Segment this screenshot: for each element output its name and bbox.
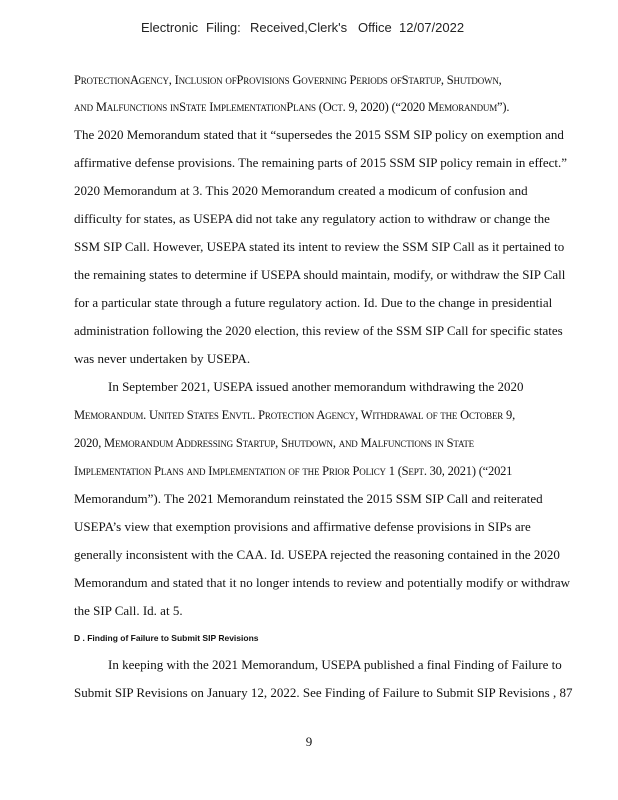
text-line: and Malfunctions inState ImplementationPlans (Oct. 9, 2020) (“2020 Memorandum”). xyxy=(74,100,510,114)
header-office: Office xyxy=(358,20,392,35)
page-number: 9 xyxy=(305,734,313,749)
text-line: Submit SIP Revisions on January 12, 2022. See Finding of Failure to Submit SIP Revisions , 87 xyxy=(74,685,573,700)
text-line: generally inconsistent with the CAA. Id. USEPA rejected the reasoning contained in the 2020 xyxy=(74,547,560,562)
text-line: Implementation Plans and Implementation of the Prior Policy 1 (Sept. 30, 2021) (“2021 xyxy=(74,464,513,478)
section-heading: D . Finding of Failure to Submit SIP Revisions xyxy=(74,633,259,643)
text-line: difficulty for states, as USEPA did not take any regulatory action to withdraw or change the xyxy=(74,211,550,226)
text-line: 2020 Memorandum at 3. This 2020 Memorandum created a modicum of confusion and xyxy=(74,183,528,198)
text-line: the SIP Call. Id. at 5. xyxy=(74,603,183,618)
header-electronic: Electronic xyxy=(141,20,199,35)
text-line: for a particular state through a future regulatory action. Id. Due to the change in presidential xyxy=(74,295,553,310)
text-line: In keeping with the 2021 Memorandum, USEPA published a final Finding of Failure to xyxy=(108,657,562,672)
text-line: affirmative defense provisions. The remaining parts of 2015 SSM SIP policy remain in effect.” xyxy=(74,155,568,170)
header-date: 12/07/2022 xyxy=(399,20,465,35)
text-line: 2020, Memorandum Addressing Startup, Shutdown, and Malfunctions in State xyxy=(74,436,474,450)
text-line: was never undertaken by USEPA. xyxy=(74,351,251,366)
header-filing: Filing: xyxy=(206,20,241,35)
text-line: The 2020 Memorandum stated that it “supersedes the 2015 SSM SIP policy on exemption and xyxy=(74,127,564,142)
text-line: Memorandum. United States Envtl. Protection Agency, Withdrawal of the October 9, xyxy=(74,408,515,422)
text-line: SSM SIP Call. However, USEPA stated its intent to review the SSM SIP Call as it pertained to xyxy=(74,239,565,254)
text-line: ProtectionAgency, Inclusion ofProvisions Governing Periods ofStartup, Shutdown, xyxy=(74,73,502,87)
text-line: the remaining states to determine if USEPA should maintain, modify, or withdraw the SIP Call xyxy=(74,267,566,282)
header-received: Received,Clerk's xyxy=(250,20,348,35)
text-line: Memorandum and stated that it no longer intends to review and potentially modify or withdraw xyxy=(74,575,571,590)
text-line: USEPA’s view that exemption provisions and affirmative defense provisions in SIPs are xyxy=(74,519,531,534)
text-line: Memorandum”). The 2021 Memorandum reinstated the 2015 SSM SIP Call and reiterated xyxy=(74,491,543,506)
text-line: In September 2021, USEPA issued another memorandum withdrawing the 2020 xyxy=(108,379,524,394)
text-line: administration following the 2020 election, this review of the SSM SIP Call for specific states xyxy=(74,323,563,338)
